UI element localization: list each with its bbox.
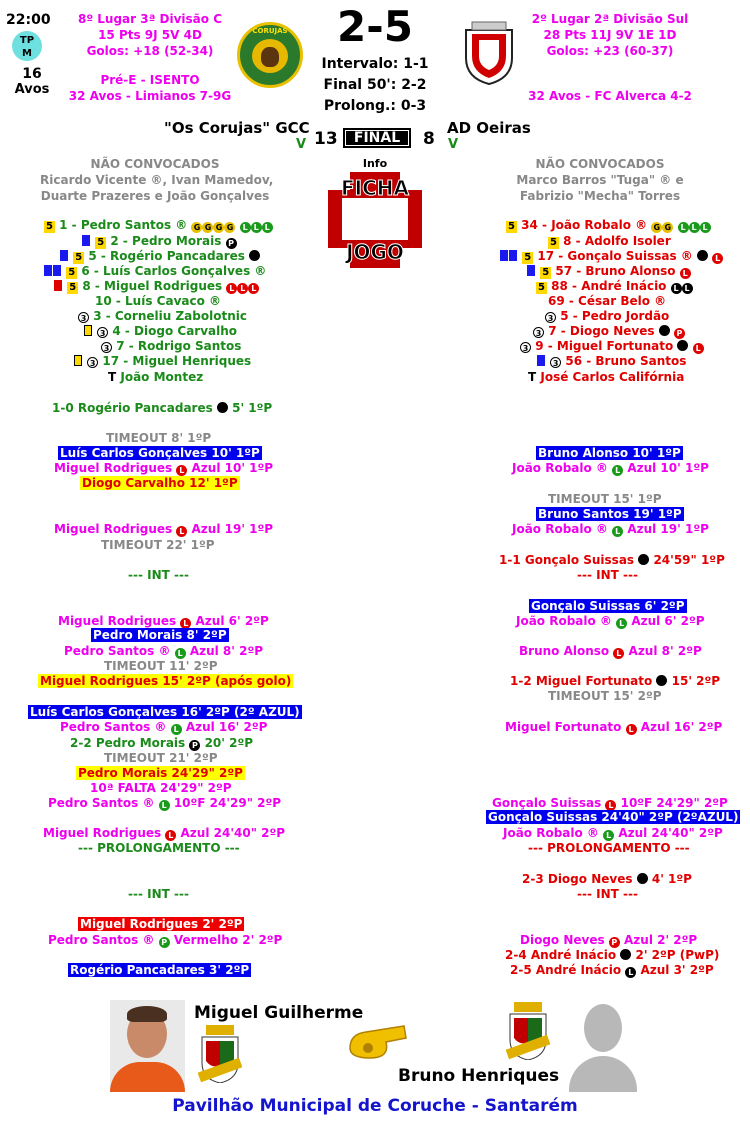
- ball-icon: [217, 402, 228, 413]
- home-fouls: 13: [314, 129, 338, 149]
- player-name: 56 - Bruno Santos: [565, 354, 687, 368]
- player-name: 9 - Miguel Fortunato: [535, 339, 674, 353]
- player-name: 5 - Rogério Pancadares: [88, 249, 245, 263]
- home-player-5: [54, 279, 259, 294]
- home-coach: [108, 370, 203, 385]
- card-icon: P: [159, 937, 170, 948]
- card-icon: L: [171, 724, 182, 735]
- event: 10ª FALTA 24'29" 2ºP: [90, 781, 232, 795]
- card-icon: L: [165, 830, 176, 841]
- blue-card-icon: [60, 250, 68, 261]
- yellow-card-icon: [84, 325, 92, 336]
- event-detail: Azul 8' 2ºP: [189, 644, 264, 658]
- event-detail: Azul 6' 2ºP: [631, 614, 705, 628]
- ball-icon: [659, 325, 670, 336]
- event-goal: [499, 553, 725, 568]
- player-name: 17 - Gonçalo Suissas ®: [537, 249, 693, 263]
- card-icon: L: [700, 222, 711, 233]
- event: [54, 522, 273, 537]
- player-name: 8 - Miguel Rodrigues: [82, 279, 223, 293]
- jogo-text: JOGO: [346, 240, 404, 264]
- ball-icon: [638, 554, 649, 565]
- event-detail: Azul 8' 2ºP: [628, 644, 702, 658]
- player-name: 17 - Miguel Henriques: [102, 354, 252, 368]
- penalty-icon: P: [609, 937, 620, 948]
- event-player: Miguel Rodrigues: [54, 522, 173, 536]
- five-fouls-icon: 5: [538, 282, 545, 293]
- five-fouls-icon: 5: [508, 221, 515, 232]
- event-text: Rogério Pancadares 3' 2ºP: [70, 963, 250, 977]
- event-goal: [510, 963, 714, 978]
- ficha-text: FICHA: [341, 176, 409, 200]
- match-time: 22:00: [6, 12, 51, 28]
- event: TIMEOUT 15' 2ºP: [548, 689, 662, 703]
- player-name: 4 - Diogo Carvalho: [112, 324, 238, 338]
- goal-time: 5' 1ºP: [232, 401, 273, 415]
- event-detail: Azul 6' 2ºP: [195, 614, 269, 628]
- home-player-1: [44, 218, 273, 233]
- event-yellow: [38, 674, 293, 689]
- event-detail: Azul 3' 2ºP: [640, 963, 714, 977]
- card-icon: L: [248, 283, 259, 294]
- event: [519, 644, 702, 659]
- whistle-icon: [346, 1022, 410, 1062]
- home-player-6: [95, 294, 221, 309]
- home-win-mark: V: [296, 137, 307, 152]
- three-fouls-icon: 3: [545, 312, 556, 323]
- event-text: Bruno Santos 19' 1ºP: [538, 507, 682, 521]
- card-icon: L: [605, 800, 616, 811]
- event-interval: --- INT ---: [577, 568, 638, 582]
- event-player: Pedro Santos ®: [48, 933, 155, 947]
- ball-icon: [637, 873, 648, 884]
- three-fouls-icon: 3: [78, 312, 89, 323]
- away-goal-diff: Golos: +23 (60-37): [546, 44, 674, 58]
- event: [492, 796, 728, 811]
- card-icon: L: [612, 465, 623, 476]
- card-icon: L: [176, 465, 187, 476]
- five-fouls-icon: 5: [75, 252, 83, 263]
- event-player: Bruno Alonso: [519, 644, 610, 658]
- goal-text: 1-0 Rogério Pancadares: [52, 401, 213, 415]
- event-player: Pedro Santos ®: [60, 720, 167, 734]
- coat-of-arms-icon: [198, 1025, 242, 1083]
- card-icon: L: [237, 283, 248, 294]
- event-detail: Azul 19' 1ºP: [627, 522, 709, 536]
- away-cup-1: 32 Avos - FC Alverca 4-2: [528, 89, 692, 103]
- event: [64, 644, 263, 659]
- card-icon: L: [240, 222, 251, 233]
- event-detail: Azul 19' 1ºP: [191, 522, 274, 536]
- referee1-hair: [127, 1006, 167, 1022]
- event-detail: Azul 24'40" 2ºP: [180, 826, 286, 840]
- card-icon: L: [180, 618, 191, 629]
- player-name: 6 - Luís Carlos Gonçalves ®: [81, 264, 267, 278]
- ball-icon: [656, 675, 667, 686]
- away-player-3: [500, 249, 723, 264]
- ball-icon: [677, 340, 688, 351]
- referee1-name: Miguel Guilherme: [194, 1003, 364, 1023]
- event-goal: [510, 674, 720, 689]
- three-fouls-icon: 3: [101, 342, 112, 353]
- card-icon: L: [612, 526, 623, 537]
- event-detail: Azul 16' 2ºP: [185, 720, 268, 734]
- away-player-4: [527, 264, 691, 279]
- player-name: 7 - Rodrigo Santos: [116, 339, 242, 353]
- home-player-10: [74, 354, 251, 369]
- away-not-called-2: Fabrizio "Mecha" Torres: [519, 189, 681, 203]
- home-player-3: [60, 249, 260, 264]
- away-not-called-title: NÃO CONVOCADOS: [535, 157, 665, 171]
- five-fouls-icon: 5: [68, 267, 76, 278]
- event: TIMEOUT 8' 1ºP: [106, 431, 212, 445]
- card-icon: L: [625, 967, 636, 978]
- ficha-jogo-button[interactable]: [320, 172, 430, 268]
- away-player-10: [537, 354, 686, 369]
- referee2-photo: [565, 1000, 640, 1092]
- five-fouls-icon: 5: [542, 267, 550, 278]
- event-blue-card: [68, 963, 251, 978]
- event-player: 2-2 Pedro Morais: [70, 736, 186, 750]
- final-status-badge: FINAL: [343, 128, 411, 148]
- away-player-8: [533, 324, 685, 339]
- event-blue-card: [536, 446, 683, 461]
- event-blue-card: [529, 599, 687, 614]
- event-yellow: [80, 476, 240, 491]
- event-detail: 15' 2ºP: [671, 674, 721, 688]
- player-name: João Montez: [120, 370, 204, 384]
- match-score: 2-5: [337, 2, 413, 51]
- home-league-position: 8º Lugar 3ª Divisão C: [77, 12, 223, 26]
- away-player-1: [506, 218, 711, 233]
- away-player-2: [548, 234, 671, 249]
- event-player: Gonçalo Suissas: [492, 796, 602, 810]
- blue-card-icon: [527, 265, 535, 276]
- away-team-logo: [462, 20, 516, 86]
- event: [43, 826, 285, 841]
- referee1-photo: [110, 1000, 185, 1092]
- red-card-icon: [54, 280, 62, 291]
- home-goal-diff: Golos: +18 (52-34): [86, 44, 214, 58]
- event: [512, 461, 709, 476]
- away-player-5: [536, 279, 693, 294]
- event-player: João Robalo ®: [512, 461, 608, 475]
- card-icon: L: [678, 222, 689, 233]
- away-not-called-1: Marco Barros "Tuga" ® e: [516, 173, 684, 187]
- three-fouls-icon: 3: [520, 342, 531, 353]
- event-detail: 4' 1ºP: [651, 872, 692, 886]
- card-icon: L: [693, 343, 704, 354]
- age-number: 16: [22, 66, 42, 82]
- goal-icon: G: [202, 222, 213, 233]
- event-player: 2-4 André Inácio: [505, 948, 617, 962]
- blue-card-icon: [537, 355, 545, 366]
- player-name: 1 - Pedro Santos ®: [59, 218, 188, 232]
- event: TIMEOUT 15' 1ºP: [548, 492, 662, 506]
- event-interval: --- INT ---: [128, 887, 189, 901]
- event-blue-card: [91, 628, 229, 643]
- home-not-called-1: Ricardo Vicente ®, Ivan Mamedov,: [40, 173, 274, 187]
- home-team-logo: [237, 22, 303, 88]
- ball-icon: [620, 949, 631, 960]
- event: [60, 720, 267, 735]
- silhouette-body: [569, 1056, 637, 1092]
- tpm-badge: [12, 31, 42, 61]
- event-yellow: [76, 766, 245, 781]
- three-fouls-icon: 3: [550, 357, 561, 368]
- home-not-called-2: Duarte Prazeres e João Gonçalves: [40, 189, 270, 203]
- three-fouls-icon: 3: [97, 327, 108, 338]
- card-icon: L: [680, 268, 691, 279]
- event-prolongation: --- PROLONGAMENTO ---: [78, 841, 240, 855]
- card-icon: L: [175, 648, 186, 659]
- event-detail: Azul 10' 1ºP: [191, 461, 274, 475]
- event-detail: Azul 24'40" 2ºP: [618, 826, 723, 840]
- player-name: 88 - André Inácio: [551, 279, 667, 293]
- yellow-card-icon: [74, 355, 82, 366]
- final50-score: Final 50': 2-2: [323, 77, 427, 93]
- away-team-name: AD Oeiras: [447, 119, 531, 137]
- goal-icon: G: [213, 222, 224, 233]
- three-fouls-icon: 3: [533, 327, 544, 338]
- event-detail: 10ºF 24'29" 2ºP: [620, 796, 728, 810]
- event-detail: Vermelho 2' 2ºP: [173, 933, 283, 947]
- event-text: Luís Carlos Gonçalves 16' 2ºP (2º AZUL): [30, 705, 300, 719]
- event-blue-card: [486, 810, 740, 825]
- card-icon: L: [603, 830, 614, 841]
- referee2-name: Bruno Henriques: [398, 1066, 560, 1086]
- player-name: 10 - Luís Cavaco ®: [95, 294, 222, 308]
- event-text: Diogo Carvalho 12' 1ºP: [82, 476, 238, 490]
- three-fouls-icon: 3: [87, 357, 98, 368]
- home-player-8: [84, 324, 237, 339]
- home-player-4: [44, 264, 266, 279]
- penalty-icon: P: [189, 740, 200, 751]
- event-player: Miguel Rodrigues: [43, 826, 162, 840]
- home-logo-text: CORUJAS: [252, 27, 288, 35]
- penalty-icon: P: [674, 328, 685, 339]
- event-text: Pedro Morais 24'29" 2ºP: [78, 766, 243, 780]
- card-icon: L: [226, 283, 237, 294]
- goal-icon: G: [224, 222, 235, 233]
- player-name: 5 - Pedro Jordão: [560, 309, 670, 323]
- card-icon: L: [251, 222, 262, 233]
- event-player: João Robalo ®: [516, 614, 612, 628]
- player-name: 69 - César Belo ®: [548, 294, 667, 308]
- away-league-record: 28 Pts 11J 9V 1E 1D: [543, 28, 677, 42]
- penalty-icon: P: [226, 238, 237, 249]
- event-detail: 2' 2ºP (PwP): [635, 948, 720, 962]
- event-player: 2-3 Diogo Neves: [522, 872, 633, 886]
- player-name: José Carlos Califórnia: [540, 370, 685, 384]
- goal-icon: G: [662, 222, 673, 233]
- referee1-shirt: [110, 1062, 185, 1092]
- blue-card-icon: [44, 265, 52, 276]
- venue: Pavilhão Municipal de Coruche - Santarém: [172, 1096, 578, 1116]
- event-player: Miguel Fortunato: [505, 720, 622, 734]
- event-blue-card: [58, 446, 262, 461]
- event-interval: --- INT ---: [577, 887, 638, 901]
- away-player-9: [520, 339, 704, 354]
- five-fouls-icon: 5: [524, 252, 532, 263]
- away-league-position: 2º Lugar 2ª Divisão Sul: [531, 12, 689, 26]
- halftime-score: Intervalo: 1-1: [321, 56, 429, 72]
- away-win-mark: V: [448, 137, 459, 152]
- away-player-7: [545, 309, 669, 324]
- owl-icon: [261, 47, 279, 67]
- card-icon: L: [671, 283, 682, 294]
- ball-icon: [697, 250, 708, 261]
- event: [512, 522, 709, 537]
- five-fouls-icon: 5: [69, 282, 77, 293]
- event: TIMEOUT 11' 2ºP: [104, 659, 218, 673]
- event-goal: [522, 872, 692, 887]
- event-blue-card: [28, 705, 302, 720]
- player-name: 57 - Bruno Alonso: [555, 264, 676, 278]
- coat-of-arms-icon: [506, 1002, 550, 1060]
- event-player: 1-1 Gonçalo Suissas: [499, 553, 635, 567]
- home-first-goal: [52, 401, 272, 416]
- card-icon: L: [712, 253, 723, 264]
- event-detail: Azul 2' 2ºP: [624, 933, 698, 947]
- event-player: Diogo Neves: [520, 933, 605, 947]
- player-name: 34 - João Robalo ®: [521, 218, 648, 232]
- silhouette-head: [584, 1004, 622, 1052]
- event-player: 2-5 André Inácio: [510, 963, 622, 977]
- event-text: Luís Carlos Gonçalves 10' 1ºP: [60, 446, 260, 460]
- event-player: Miguel Rodrigues: [58, 614, 177, 628]
- event: [48, 796, 281, 811]
- event-detail: Azul 16' 2ºP: [640, 720, 723, 734]
- event-text: Pedro Morais 8' 2ºP: [93, 628, 227, 642]
- event: [516, 614, 705, 629]
- home-cup-1: Pré-E - ISENTO: [100, 73, 200, 87]
- event-player: Pedro Santos ®: [48, 796, 155, 810]
- card-icon: L: [262, 222, 273, 233]
- five-fouls-icon: 5: [46, 221, 53, 232]
- away-coach: [528, 370, 684, 385]
- goal-icon: G: [191, 222, 202, 233]
- info-label[interactable]: Info: [362, 157, 388, 170]
- home-league-record: 15 Pts 9J 5V 4D: [98, 28, 202, 42]
- event: TIMEOUT 21' 2ºP: [104, 751, 218, 765]
- goal-icon: G: [651, 222, 662, 233]
- card-icon: L: [682, 283, 693, 294]
- event-text: Miguel Rodrigues 2' 2ºP: [80, 917, 243, 931]
- event-player: João Robalo ®: [503, 826, 599, 840]
- event-goal: [505, 948, 719, 963]
- event: [54, 461, 273, 476]
- home-player-2: [82, 234, 237, 249]
- event: [505, 720, 722, 735]
- card-icon: L: [176, 526, 187, 537]
- player-name: 8 - Adolfo Isoler: [563, 234, 671, 248]
- prolongation-score: Prolong.: 0-3: [323, 98, 427, 114]
- event: TIMEOUT 22' 1ºP: [101, 538, 215, 552]
- blue-card-icon: [509, 250, 517, 261]
- card-icon: L: [616, 618, 627, 629]
- card-icon: L: [626, 724, 637, 735]
- event: [48, 933, 282, 948]
- event-goal: [70, 736, 253, 751]
- tpm-text: TP M: [19, 35, 35, 59]
- event: [503, 826, 723, 841]
- event-player: Pedro Santos ®: [64, 644, 171, 658]
- away-fouls: 8: [423, 129, 435, 149]
- event-detail: 10ºF 24'29" 2ºP: [173, 796, 282, 810]
- event-red-card: [78, 917, 244, 932]
- five-fouls-icon: 5: [550, 237, 557, 248]
- event-player: 1-2 Miguel Fortunato: [510, 674, 653, 688]
- event-player: João Robalo ®: [512, 522, 608, 536]
- event-interval: --- INT ---: [128, 568, 189, 582]
- card-icon: L: [613, 648, 624, 659]
- event: [520, 933, 697, 948]
- event-prolongation: --- PROLONGAMENTO ---: [528, 841, 690, 855]
- ball-icon: [249, 250, 260, 261]
- blue-card-icon: [82, 235, 90, 246]
- away-player-6: [548, 294, 666, 309]
- card-icon: L: [159, 800, 170, 811]
- home-player-7: [78, 309, 247, 324]
- event-blue-card: [536, 507, 684, 522]
- coach-icon: T: [528, 370, 537, 384]
- player-name: 3 - Corneliu Zabolotnic: [93, 309, 247, 323]
- event-player: Miguel Rodrigues: [54, 461, 173, 475]
- event-text: Gonçalo Suissas 6' 2ºP: [531, 599, 685, 613]
- player-name: 2 - Pedro Morais: [110, 234, 222, 248]
- blue-card-icon: [500, 250, 508, 261]
- home-player-9: [101, 339, 241, 354]
- coach-icon: T: [108, 370, 117, 384]
- event-text: Gonçalo Suissas 24'40" 2ºP (2ºAZUL): [488, 810, 739, 824]
- player-name: 7 - Diogo Neves: [548, 324, 655, 338]
- event: [58, 614, 269, 629]
- home-not-called-title: NÃO CONVOCADOS: [90, 157, 220, 171]
- event-text: Bruno Alonso 10' 1ºP: [538, 446, 681, 460]
- blue-card-icon: [53, 265, 61, 276]
- event-text: Miguel Rodrigues 15' 2ºP (após golo): [40, 674, 292, 688]
- age-label: Avos: [14, 82, 50, 97]
- event-detail: 20' 2ºP: [204, 736, 254, 750]
- five-fouls-icon: 5: [97, 237, 105, 248]
- event-detail: 24'59" 1ºP: [653, 553, 725, 567]
- home-team-name: "Os Corujas" GCC: [164, 119, 310, 137]
- card-icon: L: [689, 222, 700, 233]
- home-cup-2: 32 Avos - Limianos 7-9G: [68, 89, 232, 103]
- event-detail: Azul 10' 1ºP: [627, 461, 709, 475]
- ficha-field: [342, 198, 408, 240]
